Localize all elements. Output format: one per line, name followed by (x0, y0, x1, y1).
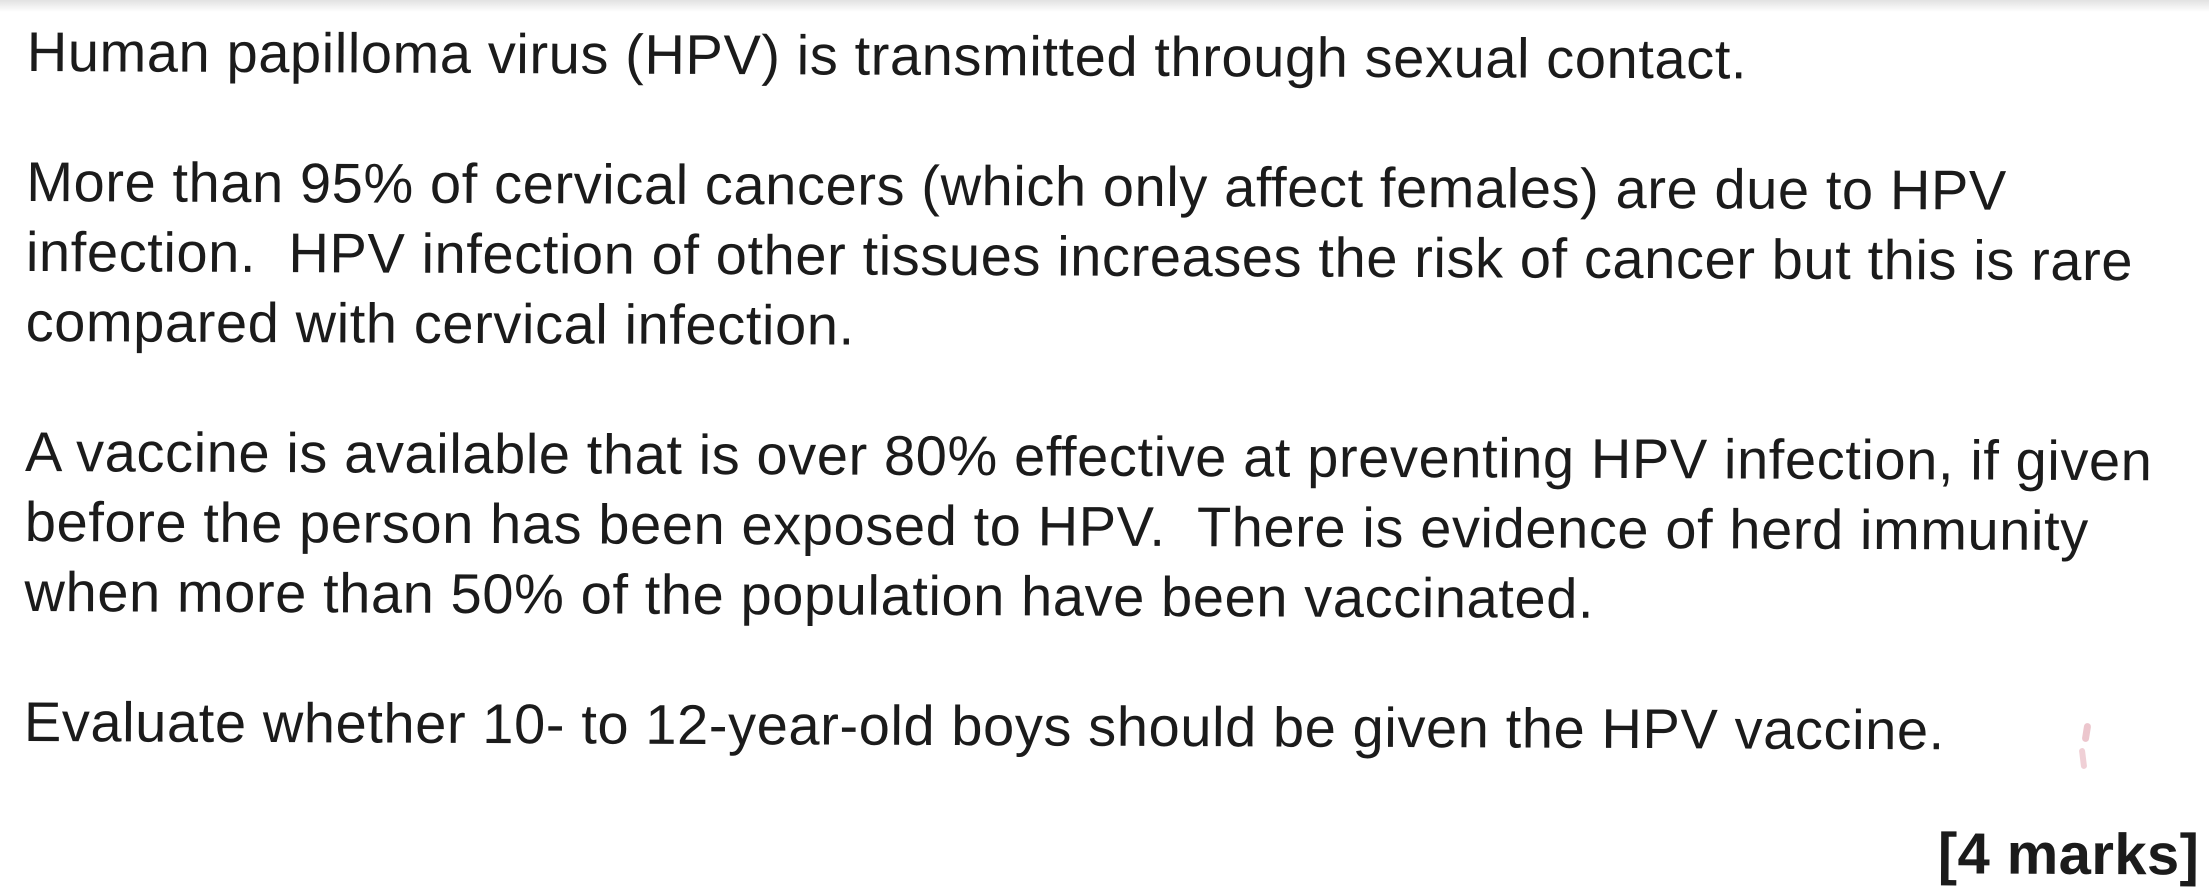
paragraph (26, 147, 2203, 366)
paragraph (27, 17, 2203, 96)
text-line: when more than 50% of the population have been vaccinated. (24, 559, 1595, 630)
marks-label: [4 marks] (1937, 821, 2200, 888)
text-line: compared with cervical infection. (25, 289, 855, 357)
text-line: infection. HPV infection of other tissues increases the risk of cancer but this is rare (25, 219, 2134, 293)
scan-edge-shadow (0, 0, 2209, 12)
text-line: Evaluate whether 10- to 12-year-old boys should be given the HPV vaccine. (23, 689, 1945, 762)
paragraph (24, 417, 2201, 636)
text-line: before the person has been exposed to HPV. There is evidence of herd immunity (24, 489, 2089, 563)
paragraph (24, 687, 2200, 766)
text-line: More than 95% of cervical cancers (which only affect females) are due to HPV (26, 149, 2007, 222)
text-line: A vaccine is available that is over 80% effective at preventing HPV infection, if given (24, 419, 2153, 493)
question-text (23, 17, 2203, 890)
text-line: Human papilloma virus (HPV) is transmitted through sexual contact. (26, 19, 1748, 91)
